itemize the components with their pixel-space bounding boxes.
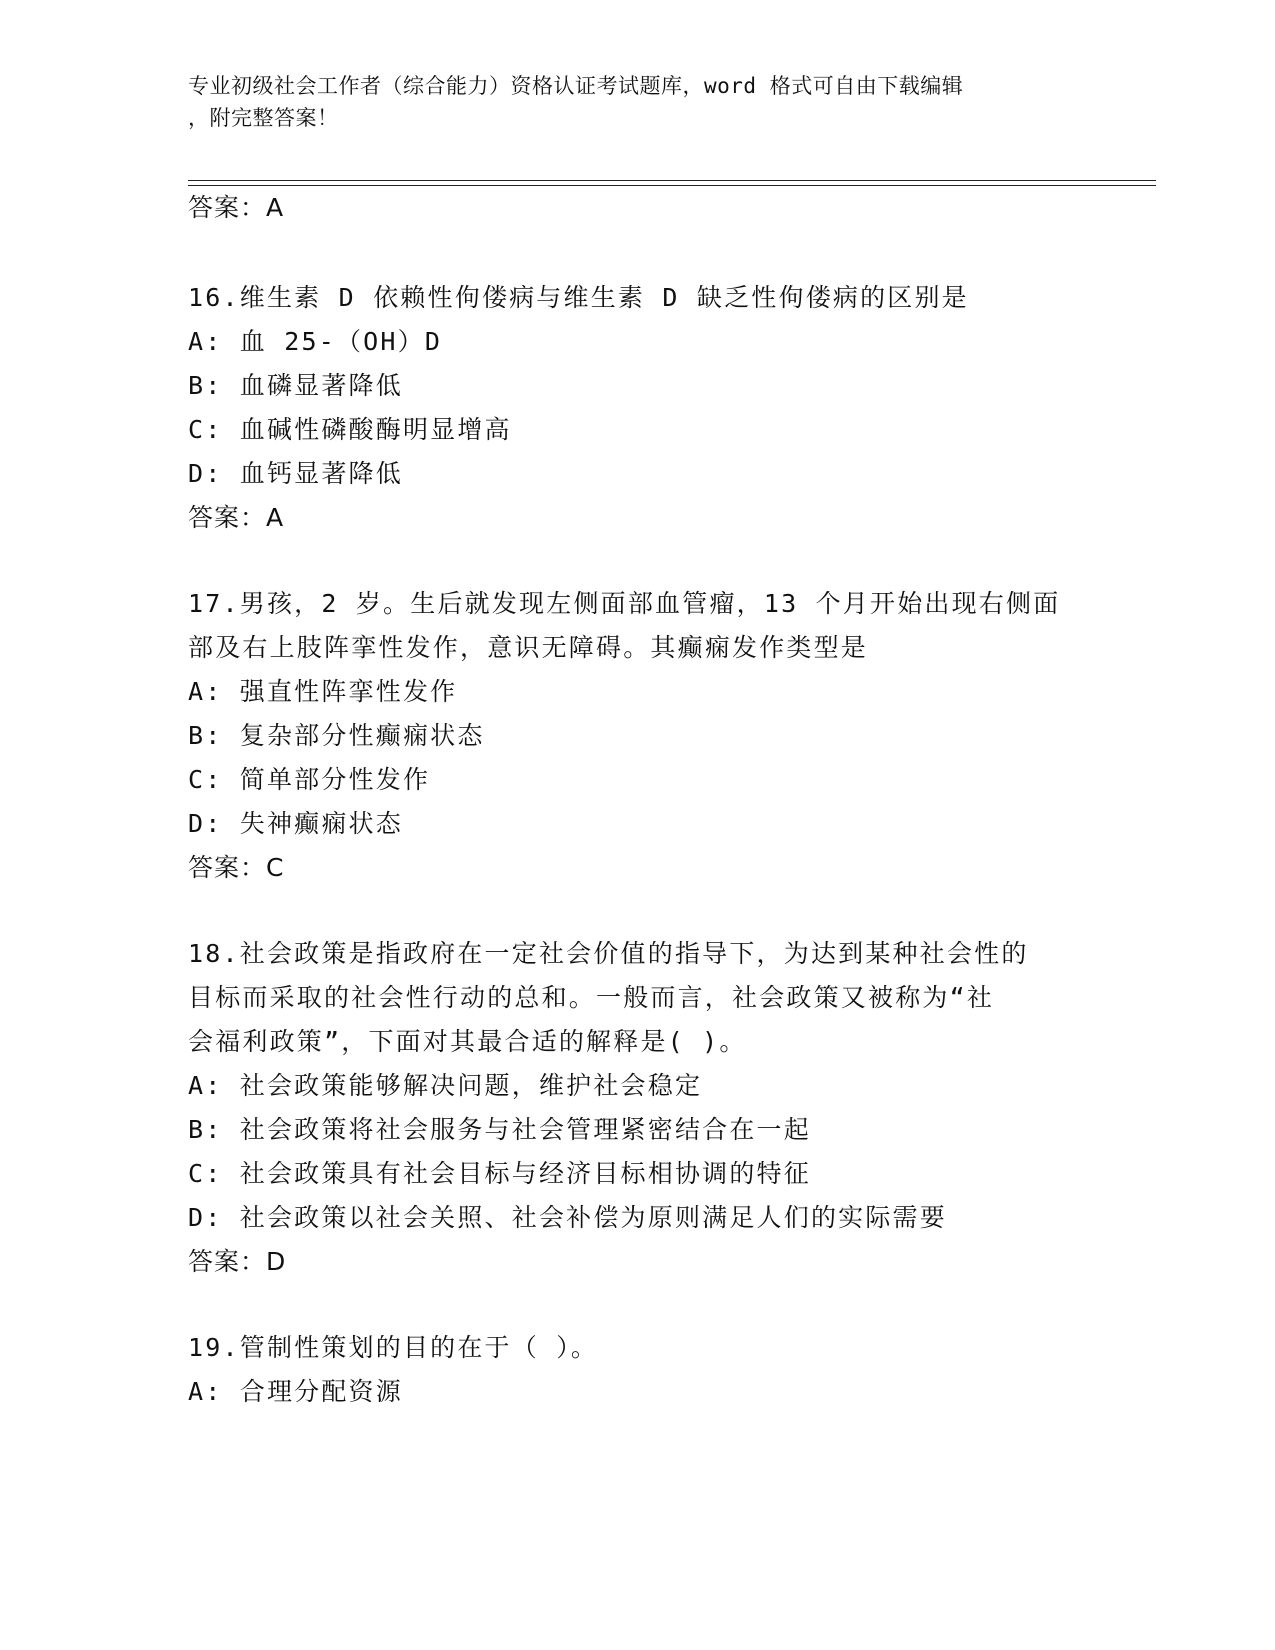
question-19-option-a: A: 合理分配资源 (188, 1377, 403, 1406)
question-17-option-a: A: 强直性阵挛性发作 (188, 677, 458, 706)
header-line-2: ，附完整答案！ (188, 106, 339, 130)
question-18-option-c: C: 社会政策具有社会目标与经济目标相协调的特征 (188, 1159, 811, 1188)
question-17-stem-line-2: 部及右上肢阵挛性发作，意识无障碍。其癫痫发作类型是 (188, 633, 869, 662)
question-17-stem-line-1: 17.男孩，2 岁。生后就发现左侧面部血管瘤，13 个月开始出现右侧面 (188, 589, 1061, 618)
question-18-answer: 答案：D (188, 1247, 287, 1276)
question-18-option-d: D: 社会政策以社会关照、社会补偿为原则满足人们的实际需要 (188, 1203, 947, 1232)
question-16-answer: 答案：A (188, 503, 285, 532)
previous-answer: 答案：A (188, 193, 285, 222)
header-rule-bottom (188, 185, 1156, 186)
header-rule-top (188, 180, 1156, 181)
question-17-option-c: C: 简单部分性发作 (188, 765, 431, 794)
question-17-answer: 答案：C (188, 853, 285, 882)
question-18-stem-line-3: 会福利政策”，下面对其最合适的解释是( )。 (188, 1027, 747, 1056)
header-line-1: 专业初级社会工作者（综合能力）资格认证考试题库，word 格式可自由下载编辑 (188, 74, 964, 98)
question-16-stem: 16.维生素 D 依赖性佝偻病与维生素 D 缺乏性佝偻病的区别是 (188, 283, 969, 312)
question-16-option-b: B: 血磷显著降低 (188, 371, 403, 400)
question-17-option-b: B: 复杂部分性癫痫状态 (188, 721, 485, 750)
question-16-option-d: D: 血钙显著降低 (188, 459, 403, 488)
question-16-option-a: A: 血 25-（OH）D (188, 327, 443, 356)
question-18-stem-line-2: 目标而采取的社会性行动的总和。一般而言，社会政策又被称为“社 (188, 983, 995, 1012)
question-18-option-b: B: 社会政策将社会服务与社会管理紧密结合在一起 (188, 1115, 811, 1144)
question-16-option-c: C: 血碱性磷酸酶明显增高 (188, 415, 512, 444)
question-19-stem: 19.管制性策划的目的在于（ ）。 (188, 1333, 599, 1362)
question-18-stem-line-1: 18.社会政策是指政府在一定社会价值的指导下，为达到某种社会性的 (188, 939, 1029, 968)
question-17-option-d: D: 失神癫痫状态 (188, 809, 403, 838)
document-header (188, 70, 1068, 134)
question-18-option-a: A: 社会政策能够解决问题，维护社会稳定 (188, 1071, 703, 1100)
